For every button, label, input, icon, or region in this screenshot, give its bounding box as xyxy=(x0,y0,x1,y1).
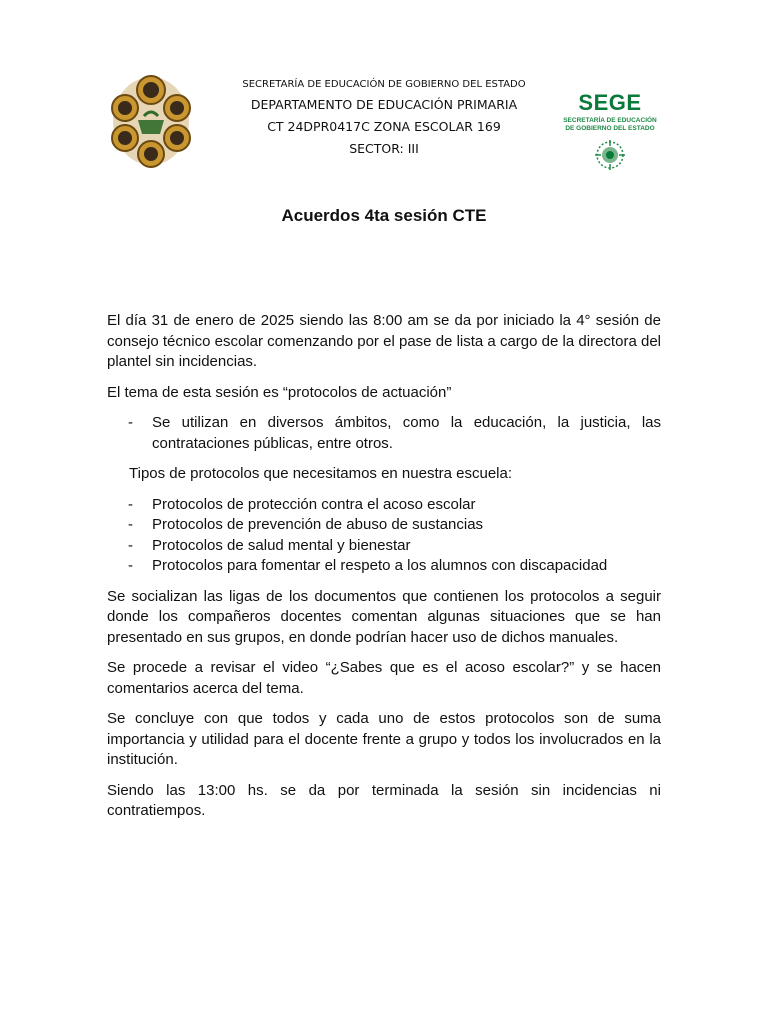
list-item-text: Se utilizan en diversos ámbitos, como la educación, la justicia, las contrataciones públicas, entre otros. xyxy=(152,414,661,452)
ct-zone-line: CT 24DPR0417C ZONA ESCOLAR 169 xyxy=(267,119,501,134)
sector-line: SECTOR: III xyxy=(349,141,419,156)
paragraph-conclusion: Se concluye con que todos y cada uno de estos protocolos son de suma importancia y utilidad para el docente frente a grupo y todos los involucrados en la institución. xyxy=(107,710,661,768)
list-item xyxy=(128,556,661,577)
paragraph-video: Se procede a revisar el video “¿Sabes que es el acoso escolar?” y se hacen comentarios acerca del tema. xyxy=(107,659,661,697)
paragraph-documents: Se socializan las ligas de los documentos que contienen los protocolos a seguir donde los compañeros docentes comentan algunas situaciones que se han presentado en sus grupos, en donde podrían hacer uso de dichos manuales. xyxy=(107,587,661,646)
sege-logo-subtitle xyxy=(556,117,664,133)
heroes-emblem-icon xyxy=(108,72,194,170)
list-item xyxy=(128,515,661,536)
sege-subtitle-line1: SECRETARÍA DE EDUCACIÓN xyxy=(563,117,657,124)
department-line: DEPARTAMENTO DE EDUCACIÓN PRIMARIA xyxy=(250,97,518,112)
paragraph-opening: El día 31 de enero de 2025 siendo las 8:00 am se da por iniciado la 4° sesión de consejo técnico escolar comenzando por el pase de lista a cargo de la directora del plantel sin incidencias. xyxy=(107,312,661,370)
sege-logo-title: SEGE xyxy=(578,90,642,115)
list-item-text: Protocolos de protección contra el acoso escolar xyxy=(152,495,476,513)
heroes-emblem-logo xyxy=(108,72,194,170)
bullet-dash: - xyxy=(128,495,133,513)
bullet-dash: - xyxy=(128,557,133,574)
secretaria-line: SECRETARÍA DE EDUCACIÓN DE GOBIERNO DEL ESTADO xyxy=(242,79,526,90)
bullet-dash: - xyxy=(128,536,133,554)
document-title: Acuerdos 4ta sesión CTE xyxy=(281,206,487,225)
list-item xyxy=(128,536,661,557)
bullet-dash: - xyxy=(128,516,133,533)
document-body xyxy=(107,311,661,832)
paragraph-protocol-types: Tipos de protocolos que necesitamos en nuestra escuela: xyxy=(129,465,513,482)
list-item-text: Protocolos para fomentar el respeto a los alumnos con discapacidad xyxy=(152,557,608,574)
sege-emblem-icon xyxy=(593,138,627,172)
list-item xyxy=(128,413,661,454)
bullet-dash: - xyxy=(128,414,133,431)
list-item xyxy=(128,495,661,516)
sege-logo xyxy=(556,82,664,178)
bullet-list-protocols xyxy=(107,495,661,577)
list-item-text: Protocolos de prevención de abuso de sustancias xyxy=(152,516,484,533)
list-item-text: Protocolos de salud mental y bienestar xyxy=(152,536,411,554)
bullet-list-uses xyxy=(107,413,661,454)
paragraph-closing: Siendo las 13:00 hs. se da por terminada la sesión sin incidencias ni contratiempos. xyxy=(107,781,661,819)
header-block xyxy=(190,76,578,160)
sege-subtitle-line2: DE GOBIERNO DEL ESTADO xyxy=(565,125,655,132)
paragraph-topic: El tema de esta sesión es “protocolos de actuación” xyxy=(107,383,452,401)
